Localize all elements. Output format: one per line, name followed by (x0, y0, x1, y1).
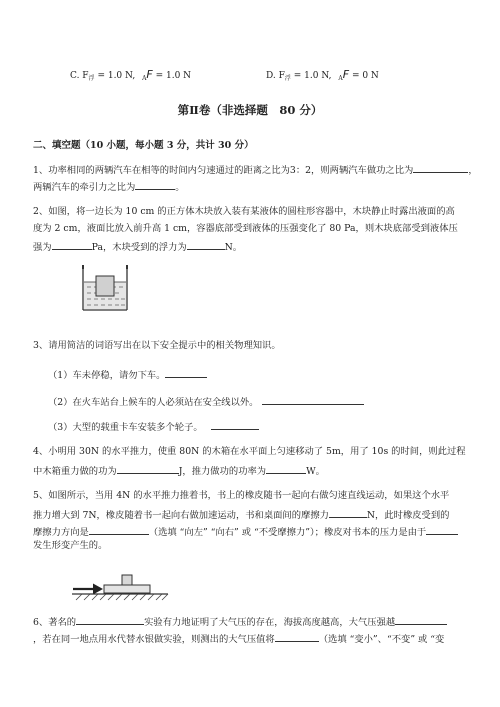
container-block-figure (72, 265, 142, 315)
option-c (70, 68, 191, 82)
q2-line2: 度为 2 cm，液面比放入前升高 1 cm，容器底部受到液体的压强变化了 80 Pa，则木块底部受到液体压 (33, 223, 458, 234)
q1-text2: 两辆汽车的牵引力之比为 (33, 182, 136, 193)
q3-item2-text: （2）在火车站台上候车的人必须站在安全线以外。 (48, 397, 259, 408)
q2-text3c: N。 (224, 242, 243, 253)
option-d-fa-sub: A (338, 75, 343, 82)
option-d-sub: 浮 (284, 75, 291, 82)
section-heading: 二、填空题（10 小题，每小题 3 分，共计 30 分） (33, 140, 254, 151)
q4-text2c: W。 (306, 466, 325, 477)
q1-end1: ， (468, 165, 478, 176)
book-push-figure (70, 566, 170, 608)
q5-blank3[interactable] (426, 525, 458, 535)
q5-line4: 发生形变产生的。 (33, 540, 108, 551)
push-arrow-icon (73, 584, 103, 595)
q2-blank1[interactable] (52, 240, 92, 250)
option-c-fa: F (146, 68, 153, 81)
q5-blank2[interactable] (89, 525, 149, 535)
option-d-value1: = 1.0 N, (293, 71, 332, 81)
q6-text1a: 6、著名的 (33, 617, 77, 628)
q5-blank1[interactable] (329, 508, 367, 518)
q1-line1 (33, 163, 478, 175)
q4-blank1[interactable] (117, 464, 179, 474)
q6-text2a: ，若在同一地点用水代替水银做实验，则测出的大气压值将 (33, 634, 275, 645)
q6-text2b: （选填 “变小”、“不变” 或 “变 (318, 634, 445, 645)
q2-text3b: Pa，木块受到的浮力为 (91, 242, 187, 253)
q4-line2 (33, 464, 325, 476)
option-c-label: C. F (70, 71, 89, 81)
option-c-value1: = 1.0 N, (97, 71, 136, 81)
q1-end2: 。 (175, 182, 185, 193)
option-d-value2: = 0 N (351, 71, 379, 81)
option-d-label: D. F (266, 71, 285, 81)
q5-text3b: （选填 “向左” “向右” 或 “不受摩擦力”）；橡皮对书本的压力是由于 (148, 527, 427, 538)
q3-item3 (48, 420, 259, 432)
q1-blank1[interactable] (413, 163, 468, 173)
q2-line3 (33, 240, 242, 252)
q6-blank1[interactable] (76, 615, 144, 625)
q2-line1: 2、如图，将一边长为 10 cm 的正方体木块放入装有某液体的圆柱形容器中，木块静止时露出液面的高 (33, 206, 455, 217)
wood-block (96, 276, 114, 296)
q6-line2 (33, 632, 444, 644)
q5-text2b: N，此时橡皮受到的 (366, 510, 450, 521)
option-c-value2: = 1.0 N (155, 71, 192, 81)
option-d (266, 68, 379, 82)
option-c-sub: 浮 (88, 75, 95, 82)
book-block (104, 585, 150, 593)
q5-text3a: 摩擦力方向是 (33, 527, 89, 538)
q1-text1: 1、功率相同的两辆汽车在相等的时间内匀速通过的距离之比为3：2，则两辆汽车做功之比为 (33, 165, 414, 176)
option-c-fa-sub: A (142, 75, 147, 82)
q3-blank3[interactable] (211, 420, 259, 430)
part-title: 第Ⅱ卷（非选择题 80 分） (177, 103, 323, 117)
q3-stem: 3、请用简洁的词语写出在以下安全提示中的相关物理知识。 (33, 340, 281, 351)
q3-blank2[interactable] (262, 395, 364, 405)
eraser-block (122, 575, 132, 586)
q6-text1b: 实验有力地证明了大气压的存在，海拔高度越高，大气压强越 (144, 617, 396, 628)
q4-line1: 4、小明用 30N 的水平推力，使重 80N 的木箱在水平面上匀速移动了 5m，用了 10s 的时间，则此过程 (33, 446, 466, 457)
table-hatching (76, 594, 168, 600)
q5-line2 (33, 508, 449, 520)
q4-text2a: 中木箱重力做的功为 (33, 466, 117, 477)
q3-item2 (48, 395, 364, 407)
option-d-fa: F (342, 68, 350, 81)
q1-blank2[interactable] (135, 180, 175, 190)
q6-line1 (33, 615, 447, 627)
q3-item1 (48, 368, 207, 380)
q5-line1: 5、如图所示，当用 4N 的水平推力推着书，书上的橡皮随书一起向右做匀速直线运动，如果这个水平 (33, 490, 450, 501)
q5-text2a: 推力增大到 7N，橡皮随着书一起向右做加速运动，书和桌面间的摩擦力 (33, 510, 329, 521)
q5-line3 (33, 525, 458, 537)
q4-blank2[interactable] (266, 464, 306, 474)
q4-text2b: J，推力做功的功率为 (178, 466, 267, 477)
q2-blank2[interactable] (187, 240, 225, 250)
q2-text3a: 强为 (33, 242, 52, 253)
q3-blank1[interactable] (165, 368, 207, 378)
q1-line2 (33, 180, 185, 192)
q3-item3-text: （3）大型的载重卡车安装多个轮子。 (48, 422, 203, 433)
q6-blank2[interactable] (395, 615, 447, 625)
q3-item1-text: （1）车未停稳，请勿下车。 (48, 370, 166, 381)
q6-blank3[interactable] (275, 632, 319, 642)
